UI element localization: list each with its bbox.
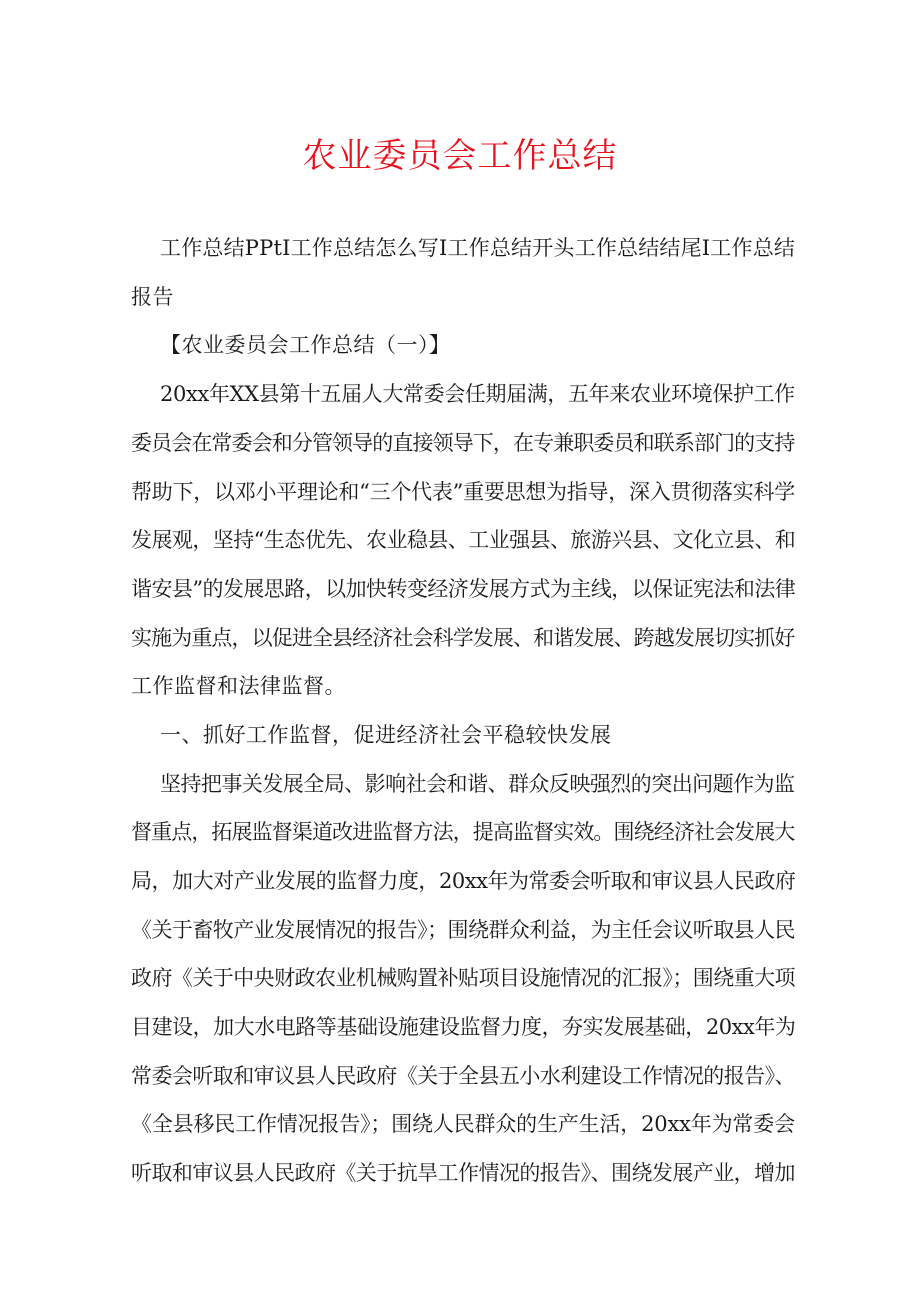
text-line: 局，加大对产业发展的监督力度，20xx年为常委会听取和审议县人民政府 — [131, 869, 796, 893]
text-line: 《全县移民工作情况报告》；围绕人民群众的生产生活，20xx年为常委会 — [131, 1112, 795, 1136]
text-line: 政府《关于中央财政农业机械购置补贴项目设施情况的汇报》；围绕重大项 — [131, 966, 795, 990]
text-line: 谐安县”的发展思路，以加快转变经济发展方式为主线，以保证宪法和法律 — [131, 577, 796, 601]
text-line: 《关于畜牧产业发展情况的报告》；围绕群众利益，为主任会议听取县人民 — [131, 918, 795, 942]
section-heading: 一、抓好工作监督，促进经济社会平稳较快发展 — [160, 723, 612, 747]
text-line: 20xx年XX县第十五届人大常委会任期届满，五年来农业环境保护工作 — [160, 382, 795, 406]
text-line: 帮助下，以邓小平理论和“三个代表”重要思想为指导，深入贯彻落实科学 — [131, 480, 795, 504]
text-line: 常委会听取和审议县人民政府《关于全县五小水利建设工作情况的报告》、 — [131, 1064, 795, 1088]
text-line: 工作监督和法律监督。 — [131, 674, 346, 698]
text-line: 报告 — [131, 285, 174, 309]
document-title: 农业委员会工作总结 — [302, 136, 618, 176]
text-line: 督重点，拓展监督渠道改进监督方法，提高监督实效。围绕经济社会发展大 — [131, 820, 795, 844]
text-line: 发展观，坚持“生态优先、农业稳县、工业强县、旅游兴县、文化立县、和 — [131, 528, 796, 552]
text-line: 听取和审议县人民政府《关于抗旱工作情况的报告》、围绕发展产业，增加 — [131, 1161, 795, 1185]
text-line: 工作总结PPtI工作总结怎么写I工作总结开头工作总结结尾I工作总结 — [160, 236, 796, 260]
text-line: 坚持把事关发展全局、影响社会和谐、群众反映强烈的突出问题作为监 — [160, 772, 795, 796]
text-line: 目建设，加大水电路等基础设施建设监督力度，夯实发展基础，20xx年为 — [131, 1015, 796, 1039]
section-heading: 【农业委员会工作总结（一）】 — [160, 333, 451, 357]
text-line: 委员会在常委会和分管领导的直接领导下，在专兼职委员和联系部门的支持 — [131, 431, 795, 455]
text-line: 实施为重点，以促进全县经济社会科学发展、和谐发展、跨越发展切实抓好 — [131, 626, 795, 650]
